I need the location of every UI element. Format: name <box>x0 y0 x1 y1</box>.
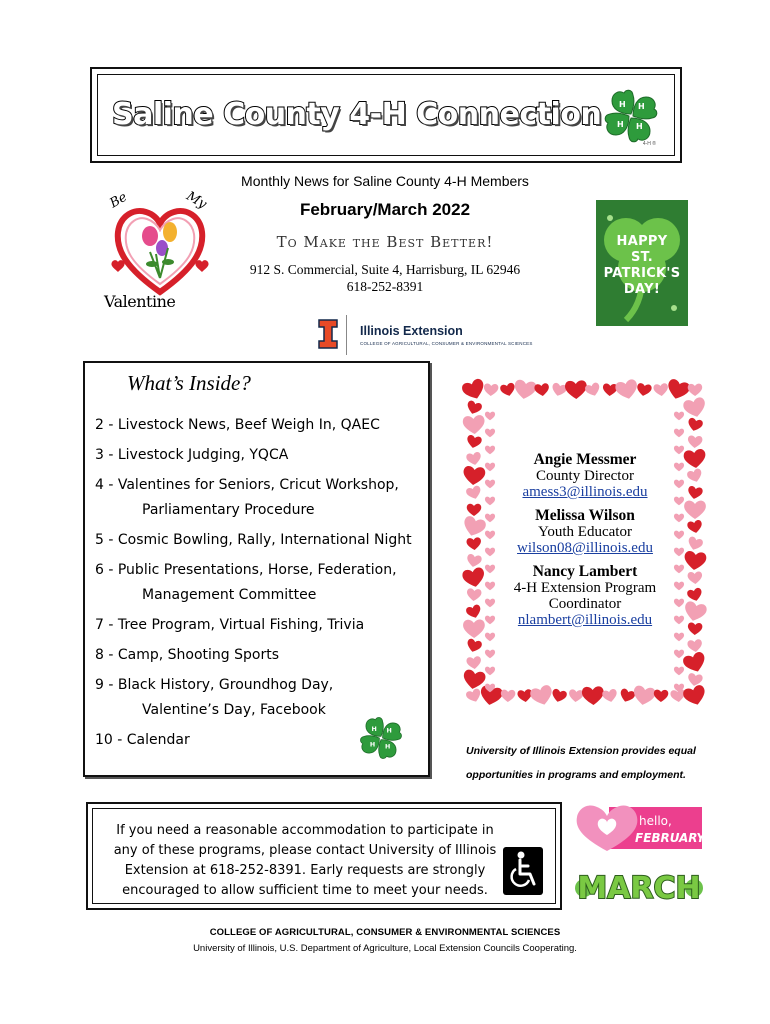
st-patricks-line-3: PATRICK'S <box>603 266 681 281</box>
staff-list <box>490 452 680 636</box>
accommodation-notice <box>86 802 562 910</box>
heart-icon <box>461 377 488 402</box>
heart-icon <box>654 690 669 703</box>
march-word: MARCH <box>577 871 701 906</box>
hello-february-line-1: hello, <box>639 814 672 828</box>
heart-icon <box>501 690 516 703</box>
st-patricks-text <box>596 234 688 298</box>
march-art <box>574 864 704 908</box>
heart-icon <box>683 550 707 571</box>
st-patricks-day-art <box>596 200 688 326</box>
four-h-clover-icon <box>602 87 660 145</box>
heart-icon <box>462 415 485 435</box>
heart-icon <box>674 667 684 676</box>
heart-icon <box>687 571 702 584</box>
heart-icon <box>485 650 495 659</box>
illinois-extension-name: Illinois Extension <box>360 324 463 338</box>
heart-icon <box>686 536 704 552</box>
heart-icon <box>517 689 533 703</box>
heart-icon <box>584 382 602 398</box>
accommodation-inner-frame <box>92 808 556 904</box>
hello-february-art <box>575 801 711 856</box>
heart-icon <box>485 429 495 438</box>
heart-icon <box>485 412 495 421</box>
heart-icon <box>465 604 483 620</box>
heart-icon <box>665 378 691 402</box>
svg-text:H: H <box>617 120 624 129</box>
staff-title: County Director <box>536 468 634 484</box>
st-patricks-line-1: HAPPY <box>616 234 668 249</box>
svg-text:H: H <box>371 725 377 733</box>
motto: To Make the Best Better! <box>276 233 494 251</box>
valentine-be-text: Be <box>107 189 130 212</box>
heart-icon <box>466 537 482 551</box>
staff-email-link[interactable]: nlambert@illinois.edu <box>517 612 653 628</box>
list-item: 7 - Tree Program, Virtual Fishing, Trivia <box>95 617 365 633</box>
valentine-my-text: My <box>183 188 210 213</box>
heart-icon <box>687 485 704 500</box>
heart-icon <box>653 383 669 397</box>
list-item: 5 - Cosmic Bowling, Rally, International Night <box>95 532 412 548</box>
heart-icon <box>465 485 482 501</box>
heart-icon <box>674 429 684 438</box>
heart-icon <box>466 553 483 568</box>
list-item: 2 - Livestock News, Beef Weigh In, QAEC <box>95 417 380 433</box>
accommodation-text: If you need a reasonable accommodation to participate in any of these programs, please contact University of Illinois Extension at 618-252-8391. Early requests are strongly encouraged to allow sufficient time to meet your needs. <box>113 823 497 898</box>
contents-heading: What’s Inside? <box>127 371 251 395</box>
staff-name: Angie Messmer <box>533 451 637 468</box>
heart-icon <box>632 685 657 707</box>
heart-icon <box>529 684 555 708</box>
four-h-clover-icon <box>358 715 404 761</box>
heart-icon <box>686 417 703 433</box>
heart-icon <box>682 684 708 708</box>
heart-icon <box>686 587 703 603</box>
heart-icon <box>463 619 485 638</box>
heart-icon <box>461 515 487 539</box>
newsletter-subtitle: Monthly News for Saline County 4-H Members <box>241 173 529 189</box>
heart-icon <box>465 400 483 416</box>
equal-opportunity-line-2: opportunities in programs and employment. <box>466 769 686 781</box>
title-inner-frame <box>97 74 675 156</box>
illinois-block-i-logo <box>318 319 338 349</box>
heart-icon <box>636 383 652 398</box>
heart-icon <box>466 451 483 466</box>
heart-icon <box>466 656 482 670</box>
svg-text:H: H <box>369 741 376 749</box>
heart-icon <box>465 688 483 704</box>
footer-college: COLLEGE OF AGRICULTURAL, CONSUMER & ENVIRONMENTAL SCIENCES <box>209 927 561 938</box>
heart-icon <box>614 378 639 401</box>
svg-text:H: H <box>386 727 392 735</box>
heart-icon <box>466 588 482 601</box>
heart-icon <box>467 504 481 516</box>
heart-icon <box>568 689 584 703</box>
st-patricks-line-4: DAY! <box>623 282 661 297</box>
heart-icon <box>550 382 567 398</box>
staff-name: Melissa Wilson <box>535 507 635 524</box>
illinois-extension-tagline: COLLEGE OF AGRICULTURAL, CONSUMER & ENVIRONMENTAL SCIENCES <box>360 341 533 346</box>
heart-icon <box>618 688 636 704</box>
heart-icon <box>582 686 605 705</box>
heart-icon <box>534 383 550 397</box>
list-item: 8 - Camp, Shooting Sports <box>95 647 279 663</box>
wheelchair-accessibility-icon <box>503 847 543 895</box>
list-item: 9 - Black History, Groundhog Day, Valentine’s Day, Facebook <box>95 677 334 718</box>
heart-icon <box>466 434 483 449</box>
svg-text:H: H <box>619 100 626 109</box>
staff-email-link[interactable]: amess3@illinois.edu <box>522 484 648 500</box>
hello-february-line-2: FEBRUARY! <box>635 831 711 845</box>
issue-date: February/March 2022 <box>299 200 471 219</box>
heart-icon <box>687 639 703 653</box>
heart-icon <box>674 650 684 659</box>
heart-icon <box>485 667 495 676</box>
staff-contact <box>490 508 680 556</box>
list-item: 4 - Valentines for Seniors, Cricut Workshop, Parliamentary Procedure <box>95 477 399 518</box>
heart-icon <box>686 468 704 484</box>
heart-icon <box>687 622 702 635</box>
heart-icon <box>682 396 708 419</box>
heart-icon <box>513 379 537 401</box>
heart-icon <box>683 448 707 469</box>
heart-icon <box>687 435 702 448</box>
staff-contact <box>490 564 680 628</box>
heart-icon <box>499 382 516 397</box>
svg-text:H: H <box>636 122 643 131</box>
heart-icon <box>687 673 703 688</box>
heart-icon <box>483 383 498 396</box>
heart-icon <box>682 600 708 623</box>
heart-icon <box>462 466 486 487</box>
list-item: 6 - Public Presentations, Horse, Federation, Management Committee <box>95 562 397 603</box>
logo-divider <box>346 315 347 355</box>
staff-title: Youth Educator <box>538 524 632 540</box>
heart-icon <box>687 519 704 534</box>
list-item: 10 - Calendar <box>95 732 190 748</box>
staff-email-link[interactable]: wilson08@illinois.edu <box>517 540 653 556</box>
heart-icon <box>684 501 706 519</box>
contents-list <box>95 413 412 758</box>
st-patricks-line-2: ST. <box>630 250 654 265</box>
footer-cooperating: University of Illinois, U.S. Department of Agriculture, Local Extension Councils Cooperating. <box>193 943 577 954</box>
office-address: 912 S. Commercial, Suite 4, Harrisburg, IL 62946 <box>249 262 521 277</box>
heart-icon <box>565 380 587 399</box>
heart-icon <box>682 651 709 675</box>
newsletter-title: Saline County 4-H Connection <box>112 97 602 132</box>
heart-icon <box>550 688 567 704</box>
heart-icon <box>602 383 617 396</box>
svg-text:H: H <box>384 743 391 751</box>
equal-opportunity-line-1: University of Illinois Extension provides equal <box>466 745 696 757</box>
staff-contacts-box <box>462 378 707 708</box>
contents-box <box>83 361 430 777</box>
heart-icon <box>688 384 703 397</box>
staff-name: Nancy Lambert <box>532 563 638 580</box>
heart-icon <box>674 412 684 421</box>
title-box <box>90 67 682 163</box>
svg-text:H: H <box>638 102 645 111</box>
valentine-word-text: Valentine <box>104 292 176 311</box>
office-phone: 618-252-8391 <box>346 279 424 294</box>
list-item: 3 - Livestock Judging, YQCA <box>95 447 289 463</box>
trademark-mark: 4-H ® <box>642 141 656 147</box>
heart-icon <box>465 638 482 654</box>
heart-icon <box>602 688 619 703</box>
heart-icon <box>461 567 486 589</box>
staff-contact <box>490 452 680 500</box>
staff-title: 4-H Extension Program Coordinator <box>513 580 657 612</box>
